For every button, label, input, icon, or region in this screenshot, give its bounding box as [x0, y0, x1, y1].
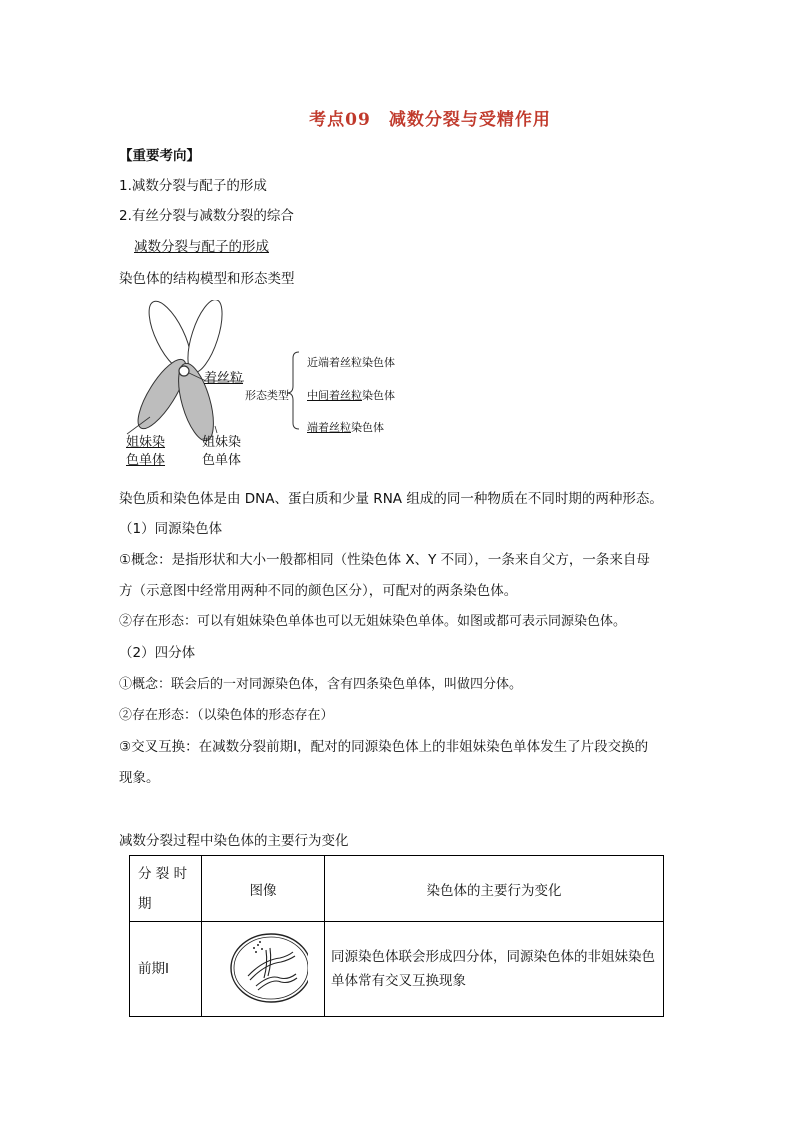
page-title: 考点09 减数分裂与受精作用	[309, 110, 551, 130]
right-chromatid-label: 姐妹染 色单体	[202, 435, 242, 468]
paragraph-4: ①概念：联会后的一对同源染色体，含有四条染色单体，叫做四分体。	[119, 677, 523, 692]
cell-phase: 前期Ⅰ	[130, 922, 202, 1017]
paragraph-5: ②存在形态：（以染色体的形态存在）	[119, 708, 334, 723]
paragraph-2a: ①概念：是指形状和大小一般都相同（性染色体 X、Y 不同），一条来自父方，一条来自母	[119, 552, 650, 568]
cell-description: 同源染色体联会形成四分体，同源染色体的非姐妹染色单体常有交叉互换现象	[325, 922, 664, 1017]
heading-tetrad: （2）四分体	[119, 645, 196, 661]
prophase-cell-image	[218, 928, 308, 1006]
paragraph-6a: ③交叉互换：在减数分裂前期Ⅰ，配对的同源染色体上的非姐妹染色单体发生了片段交换的	[119, 739, 649, 755]
centromere-label: 着丝粒	[204, 371, 244, 386]
figure-caption: 染色体的结构模型和形态类型	[119, 271, 295, 287]
morph-types-label: 形态类型	[245, 389, 289, 402]
meiosis-table	[129, 855, 664, 1017]
section-heading: 【重要考向】	[119, 148, 200, 164]
table-header-row	[130, 856, 664, 922]
paragraph-3: ②存在形态：可以有姐妹染色单体也可以无姐妹染色单体。如图或都可表示同源染色体。	[119, 614, 627, 629]
header-phase: 分 裂 时 期	[130, 856, 202, 922]
header-image: 图像	[202, 856, 325, 922]
paragraph-2b: 方（示意图中经常用两种不同的颜色区分），可配对的两条染色体。	[119, 583, 518, 599]
table-caption: 减数分裂过程中染色体的主要行为变化	[119, 833, 349, 849]
point-2: 2.有丝分裂与减数分裂的综合	[119, 208, 294, 224]
paragraph-1: 染色质和染色体是由 DNA、蛋白质和少量 RNA 组成的同一种物质在不同时期的两种形态。	[119, 491, 663, 507]
centromere-dot	[179, 366, 189, 376]
heading-homologous: （1）同源染色体	[119, 521, 223, 537]
subsection-title: 减数分裂与配子的形成	[134, 239, 269, 255]
cell-image	[202, 922, 325, 1017]
paragraph-6b: 现象。	[119, 770, 160, 786]
type-1: 近端着丝粒染色体	[307, 356, 395, 369]
table-row	[130, 922, 664, 1017]
type-2: 中间着丝粒染色体	[307, 389, 395, 402]
type-3: 端着丝粒染色体	[307, 421, 384, 434]
point-1: 1.减数分裂与配子的形成	[119, 178, 267, 194]
left-chromatid-label: 姐妹染 色单体	[126, 435, 166, 468]
header-behavior: 染色体的主要行为变化	[325, 856, 664, 922]
